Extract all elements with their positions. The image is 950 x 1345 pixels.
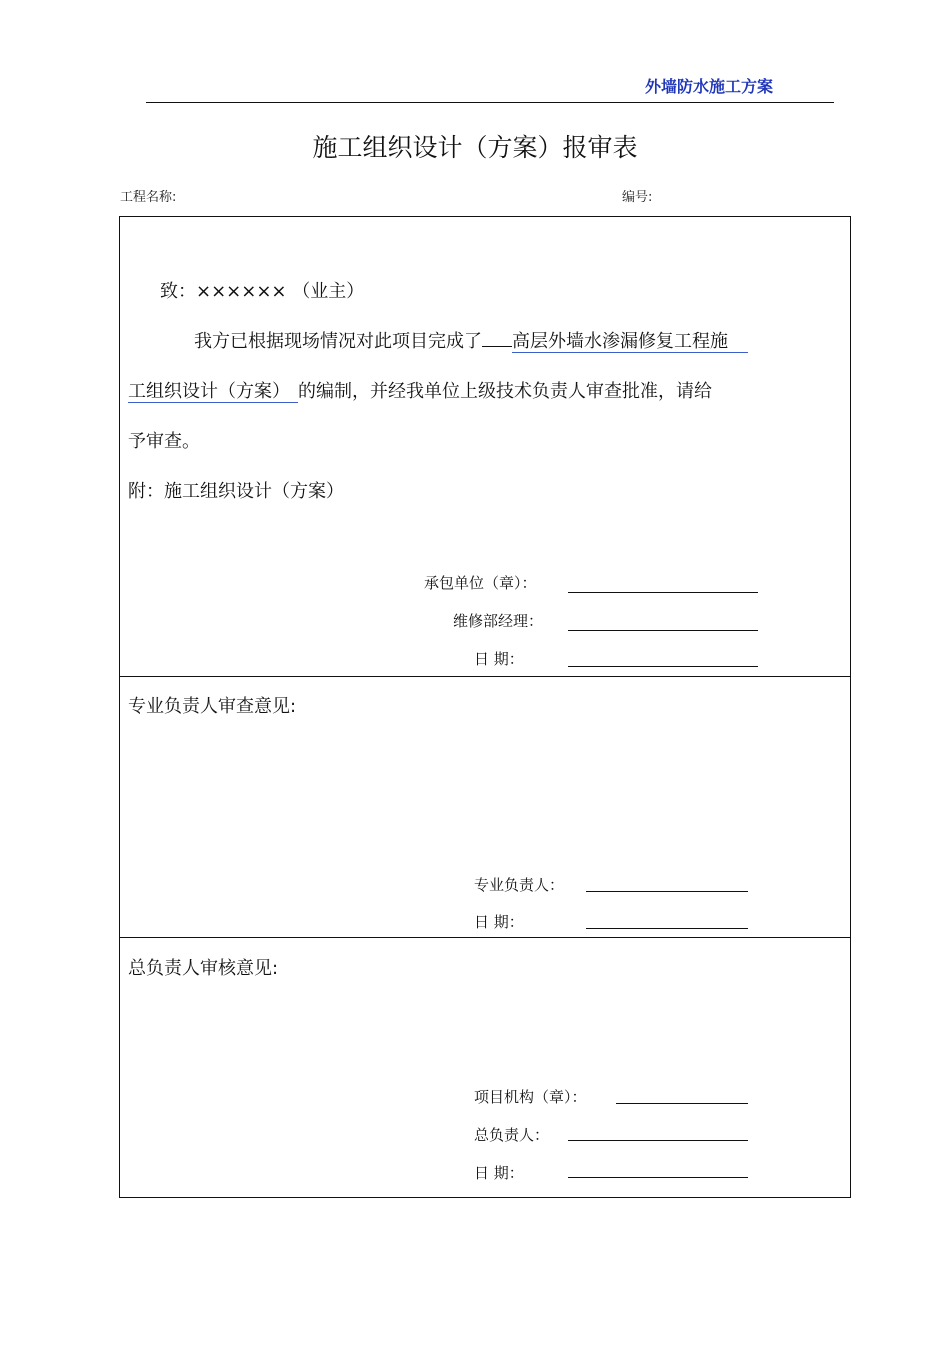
divider-2 xyxy=(120,937,850,938)
paragraph-line-3: 予审查。 xyxy=(128,431,200,452)
header-tag: 外墙防水施工方案 xyxy=(645,77,774,96)
project-name-part1: 高层外墙水渗漏修复工程施 xyxy=(512,331,748,353)
date-label-3: 日 期： xyxy=(474,1164,524,1182)
chief-opinion-heading: 总负责人审核意见: xyxy=(128,958,279,979)
paragraph-prefix: 我方已根据现场情况对此项目完成了 xyxy=(194,331,482,352)
specialist-label: 专业负责人： xyxy=(474,876,565,894)
divider-1 xyxy=(120,676,850,677)
repair-manager-label: 维修部经理： xyxy=(453,612,544,630)
paragraph-line-2 xyxy=(128,377,712,403)
date-line-3[interactable] xyxy=(568,1177,748,1178)
header-rule xyxy=(146,102,834,103)
paragraph-suffix: 的编制，并经我单位上级技术负责人审查批准，请给 xyxy=(298,381,712,402)
date-line-2[interactable] xyxy=(586,928,748,929)
paragraph-line-1 xyxy=(194,327,748,353)
specialist-opinion-heading: 专业负责人审查意见: xyxy=(128,696,297,717)
chief-label: 总负责人： xyxy=(474,1126,550,1144)
project-name-part2: 工组织设计（方案） xyxy=(128,381,298,403)
date-label-1: 日 期： xyxy=(474,650,524,668)
contractor-seal-line[interactable] xyxy=(568,592,758,593)
project-seal-line[interactable] xyxy=(616,1103,748,1104)
project-seal-label: 项目机构（章）： xyxy=(474,1088,587,1106)
number-label: 编号: xyxy=(622,190,653,205)
page-title: 施工组织设计（方案）报审表 xyxy=(312,133,638,162)
attachment-line: 附：施工组织设计（方案） xyxy=(128,481,344,502)
contractor-seal-label: 承包单位（章）： xyxy=(424,574,537,592)
repair-manager-line[interactable] xyxy=(568,630,758,631)
chief-line[interactable] xyxy=(568,1140,748,1141)
review-form xyxy=(119,216,851,1198)
date-line-1[interactable] xyxy=(568,666,758,667)
specialist-line[interactable] xyxy=(586,891,748,892)
project-name-label: 工程名称: xyxy=(120,190,177,205)
date-label-2: 日 期： xyxy=(474,913,524,931)
addressee-line: 致：×××××× （业主） xyxy=(160,281,365,302)
